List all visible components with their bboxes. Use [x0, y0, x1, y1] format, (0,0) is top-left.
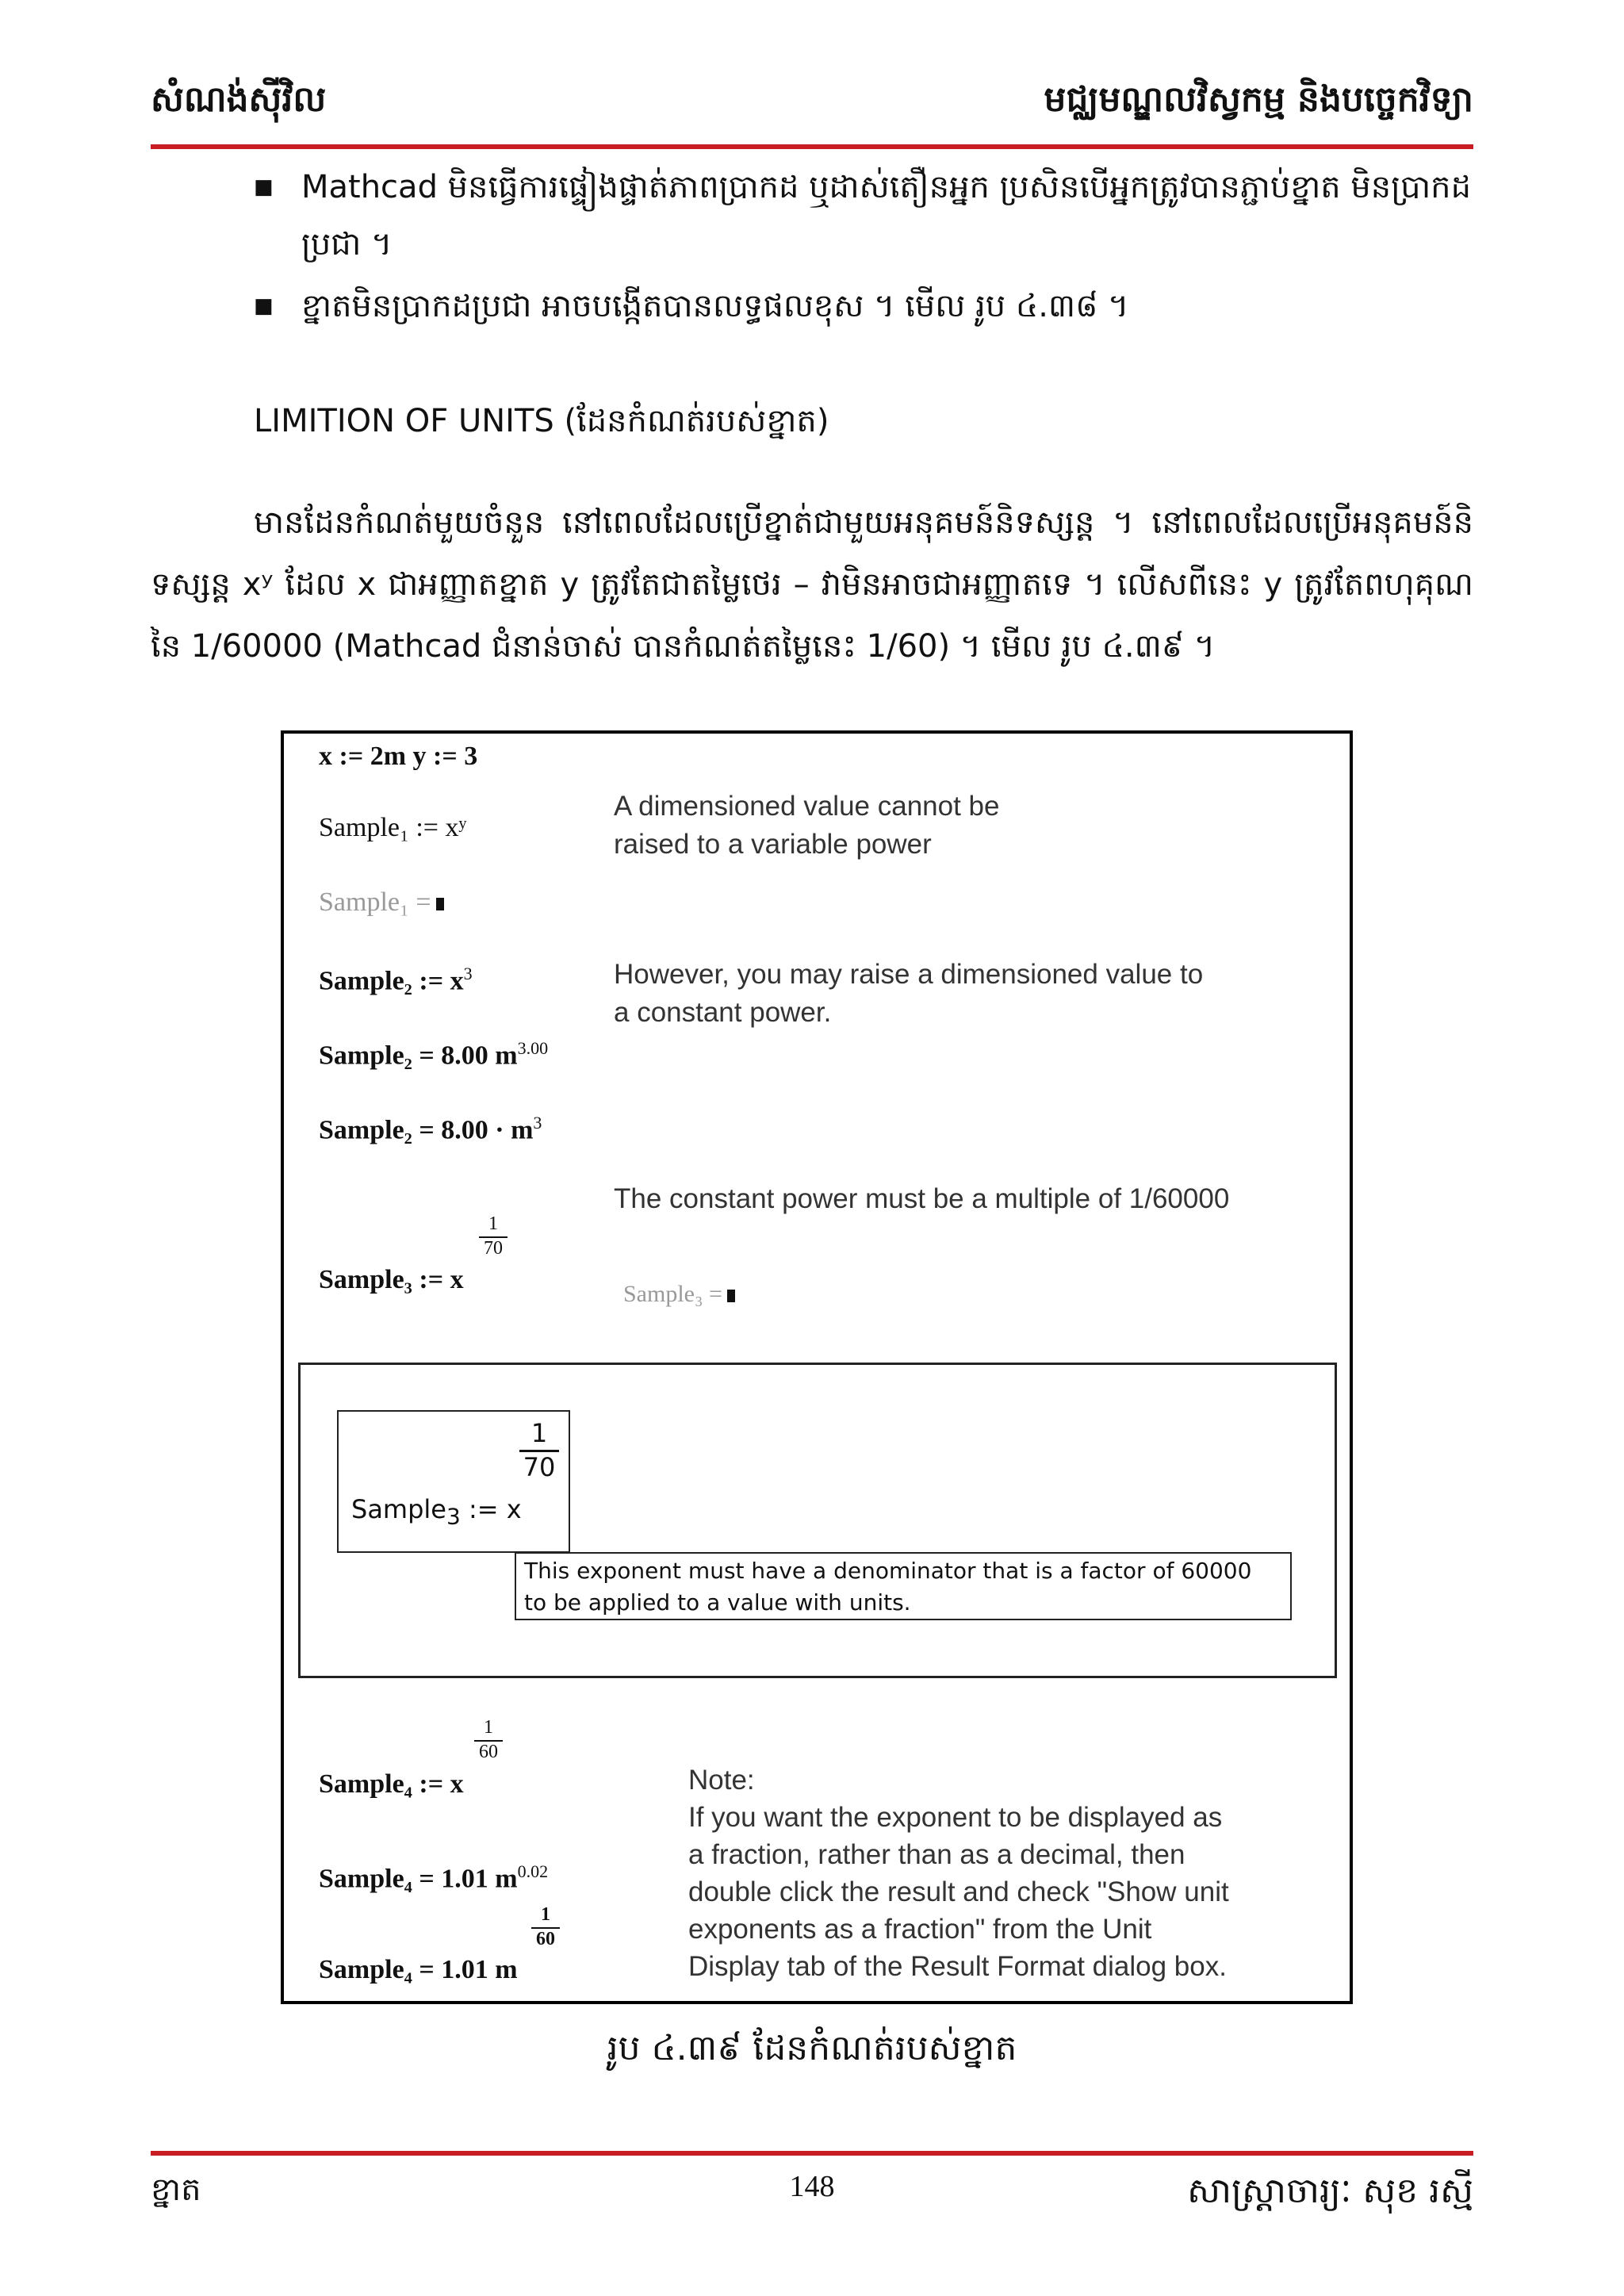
note-line: However, you may raise a dimensioned value to [614, 959, 1204, 990]
note-constant-power [614, 956, 1203, 1032]
header-rule [151, 144, 1473, 149]
sample4-exponent-fraction: 1 60 [474, 1717, 503, 1763]
footer-author: សាស្ត្រាចារ្យៈ សុខ រស្មី [1187, 2171, 1473, 2211]
sample4-result-fraction: Sample₄ = 1.01 m [319, 1955, 518, 1984]
note-line: a constant power. [614, 997, 832, 1028]
note-multiple-60000: The constant power must be a multiple of 1/60000 [614, 1183, 1230, 1214]
header-left-title: សំណង់ស៊ីវិល [151, 79, 327, 120]
sample4-definition: Sample₄ := x [319, 1769, 464, 1799]
note-line: a fraction, rather than as a decimal, then [688, 1839, 1185, 1870]
tooltip-line: This exponent must have a denominator that is a factor of 60000 [524, 1558, 1252, 1584]
note-line: Display tab of the Result Format dialog box. [688, 1951, 1227, 1982]
note-line: A dimensioned value cannot be [614, 791, 1000, 822]
section-title: LIMITION OF UNITS (ដែនកំណត់របស់ខ្នាត) [254, 403, 829, 439]
sample4-result-decimal: Sample₄ = 1.01 $m^{0.02}$ [319, 1861, 549, 1894]
page-number: 148 [789, 2170, 835, 2203]
sample1-result: Sample₁ = [319, 887, 444, 918]
error-screenshot-box [298, 1363, 1337, 1678]
note-line: If you want the exponent to be displayed as [688, 1802, 1223, 1833]
tooltip-line: to be applied to a value with units. [524, 1589, 911, 1616]
header-right-title: មជ្ឈមណ្ឌលវិស្វកម្ម និងបច្ចេកវិទ្យា [1044, 79, 1473, 120]
note-line: raised to a variable power [614, 829, 932, 860]
bullet-marker: ■ [254, 175, 274, 199]
figure-caption: រូប ៤.៣៩ ដែនកំណត់របស់ខ្នាត [607, 2028, 1017, 2068]
note-fraction-display [688, 1761, 1229, 1985]
note-line: double click the result and check "Show unit [688, 1876, 1229, 1907]
sample3-exponent-fraction: 1 70 [479, 1213, 508, 1259]
error-placeholder-icon [727, 1290, 735, 1302]
bullet-text: Mathcad មិនធ្វើការផ្ទៀងផ្ទាត់ភាពប្រាកដ ឬដាស់តឿនអ្នក ប្រសិនបើអ្នកត្រូវបានភ្ជាប់ខ្នាត មិនប្រាកដប្រជា ។ [301, 169, 1471, 263]
equation-region [337, 1410, 570, 1553]
footer-rule [151, 2151, 1473, 2156]
bullet-text: ខ្នាតមិនប្រាកដប្រជា អាចបង្កើតបានលទ្ធផលខុស ។ មើល រូប ៤.៣៨ ។ [301, 288, 1129, 324]
box-equation: Sample$_3$ := x [351, 1494, 522, 1530]
sample1-definition: Sample₁ := xʸ [319, 813, 467, 842]
sample2-result-decimal: Sample₂ = 8.00 $m^{3.00}$ [319, 1038, 549, 1071]
sample2-definition: Sample₂ := $x^3$ [319, 964, 473, 996]
bullet-item-1 [254, 159, 1475, 273]
error-tooltip [515, 1552, 1292, 1620]
note-line: Note: [688, 1765, 755, 1796]
sample3-result: Sample₃ = [623, 1281, 735, 1308]
error-placeholder-icon [436, 898, 444, 910]
note-line: exponents as a fraction" from the Unit [688, 1914, 1152, 1945]
mathcad-figure [281, 730, 1353, 2004]
body-paragraph: មានដែនកំណត់មួយចំនួន នៅពេលដែលប្រើខ្នាត់ជាមួយអនុគមន៍និទស្សន្ត ។ នៅពេលដែលប្រើអនុគមន៍និទស្សន្ត xʸ ដែល x ជាអញ្ញាតខ្នាត y ត្រូវតែជាតម្លៃថេរ – វាមិនអាចជាអញ្ញាតទេ ។ លើសពីនេះ y ត្រូវតែពហុគុណនៃ 1/60000 (Mathcad ជំនាន់ចាស់ បានកំណត់តម្លៃនេះ 1/60) ។ មើល រូប ៤.៣៩ ។ [151, 504, 1473, 665]
bullet-item-2 [254, 278, 1475, 335]
box-exponent-fraction: 1 70 [519, 1418, 559, 1482]
sample2-result-integer: Sample₂ = $8.00 \cdot m^3$ [319, 1113, 542, 1145]
bullet-marker: ■ [254, 294, 274, 318]
variable-definitions: x := 2m y := 3 [319, 742, 478, 771]
footer-left: ខ្នាត [151, 2171, 201, 2208]
sample4-result-exponent-fraction: 1 60 [531, 1904, 560, 1950]
note-variable-power [614, 788, 999, 864]
sample3-definition: Sample₃ := x [319, 1265, 464, 1294]
